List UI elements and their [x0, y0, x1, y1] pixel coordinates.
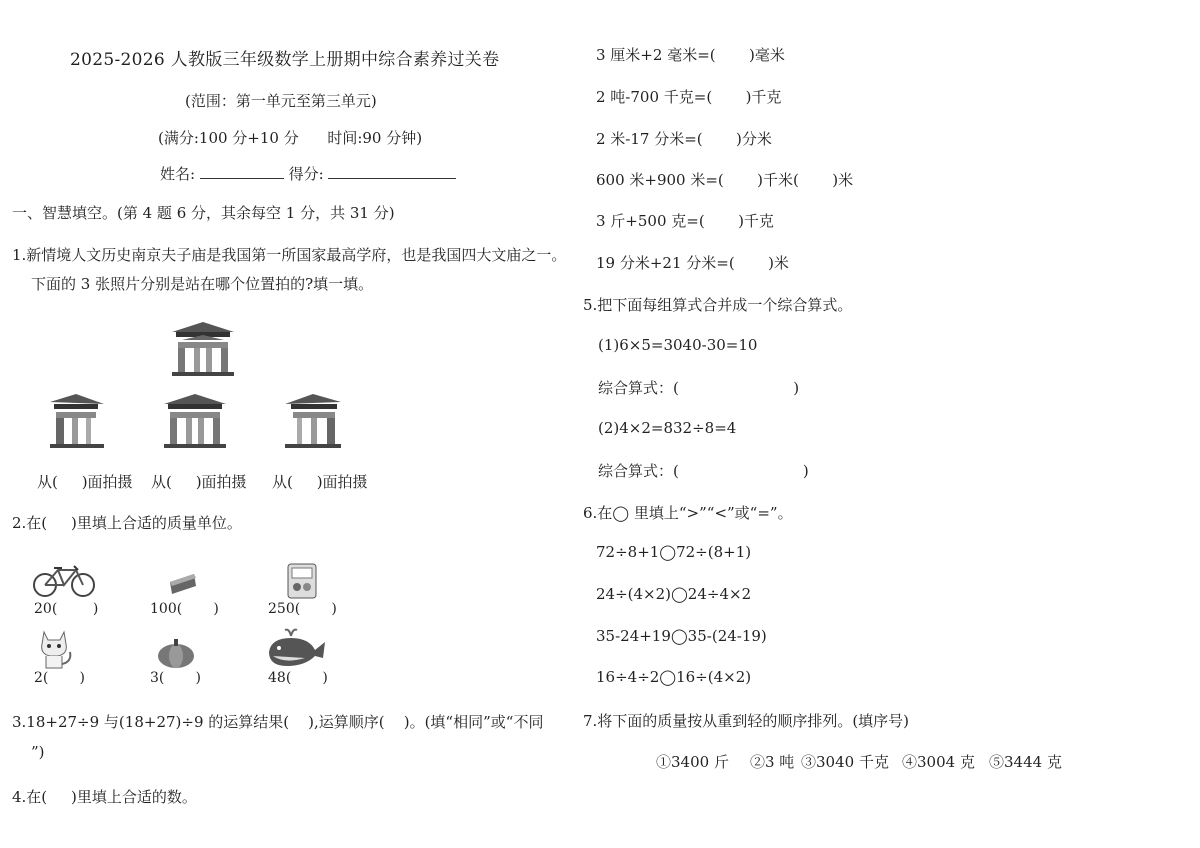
q4-prompt: 4.在( )里填上合适的数。 [12, 788, 197, 806]
archway-right-side-icon [283, 392, 343, 448]
exam-range: (范围：第一单元至第三单元) [185, 92, 377, 110]
q5-prompt: 5.把下面每组算式合并成一个综合算式。 [583, 296, 853, 314]
q2-prompt: 2.在( )里填上合适的质量单位。 [12, 514, 242, 532]
q3-line1: 3.18+27÷9 与(18+27)÷9 的运算结果( ),运算顺序( )。(填“相同”或“不同 [12, 713, 544, 731]
q6-item-4[interactable]: 16÷4÷2◯16÷(4×2) [596, 668, 752, 686]
archway-left-side-icon [48, 392, 106, 448]
q4-item-4[interactable]: 600 米+900 米=( )千米( )米 [596, 171, 854, 189]
q2-item-3[interactable]: 250( ) [268, 601, 337, 617]
q6-item-2[interactable]: 24÷(4×2)◯24÷4×2 [596, 585, 752, 603]
name-score-line [160, 163, 456, 184]
q2-item-4[interactable]: 2( ) [34, 670, 85, 686]
q5-item-2: (2)4×2=832÷8=4 [598, 419, 737, 437]
q4-item-3[interactable]: 2 米-17 分米=( )分米 [596, 130, 772, 148]
q1-answer-3[interactable]: 从( )面拍摄 [272, 473, 368, 491]
section-1-heading: 一、智慧填空。(第 4 题 6 分，其余每空 1 分，共 31 分) [12, 204, 395, 222]
archway-icon [168, 320, 238, 376]
q3-line2: ”) [31, 743, 45, 761]
q2-item-1[interactable]: 20( ) [34, 601, 99, 617]
archway-front-icon [160, 392, 230, 448]
q1-answer-1[interactable]: 从( )面拍摄 [37, 473, 133, 491]
q2-item-2[interactable]: 100( ) [150, 601, 219, 617]
q1-line1: 1.新情境人文历史南京夫子庙是我国第一所国家最高学府，也是我国四大文庙之一。 [12, 246, 567, 264]
score-label: 得分: [288, 165, 324, 183]
score-blank[interactable] [328, 164, 456, 179]
q1-answer-2[interactable]: 从( )面拍摄 [151, 473, 247, 491]
q5-combined-1[interactable]: 综合算式：( ) [598, 379, 800, 397]
q4-item-6[interactable]: 19 分米+21 分米=( )米 [596, 254, 789, 272]
q4-item-5[interactable]: 3 斤+500 克=( )千克 [596, 212, 774, 230]
cake-slice-icon [168, 572, 198, 598]
q5-combined-2[interactable]: 综合算式：( ) [598, 462, 809, 480]
bicycle-icon [32, 564, 96, 598]
q6-item-3[interactable]: 35-24+19◯35-(24-19) [596, 627, 767, 645]
biscuit-bag-icon [286, 562, 318, 600]
q7-item-2: ②3 吨 [750, 753, 795, 771]
name-label: 姓名: [160, 165, 196, 183]
name-blank[interactable] [200, 164, 284, 179]
q6-prompt: 6.在◯ 里填上“>”“<”或“=”。 [583, 504, 793, 522]
pumpkin-icon [156, 636, 196, 670]
q2-item-5[interactable]: 3( ) [150, 670, 201, 686]
score-and-time: (满分:100 分+10 分 时间:90 分钟) [158, 129, 423, 147]
cat-icon [36, 628, 76, 670]
q1-line2: 下面的 3 张照片分别是站在哪个位置拍的?填一填。 [31, 275, 374, 293]
q7-item-5: ⑤3444 克 [989, 753, 1062, 771]
whale-icon [265, 626, 327, 670]
q4-item-2[interactable]: 2 吨-700 千克=( )千克 [596, 88, 782, 106]
q7-item-4: ④3004 克 [902, 753, 975, 771]
q7-item-3: ③3040 千克 [801, 753, 889, 771]
q4-item-1[interactable]: 3 厘米+2 毫米=( )毫米 [596, 46, 785, 64]
q5-item-1: (1)6×5=3040-30=10 [598, 336, 758, 354]
q7-prompt: 7.将下面的质量按从重到轻的顺序排列。(填序号) [583, 712, 910, 730]
q6-item-1[interactable]: 72÷8+1◯72÷(8+1) [596, 543, 752, 561]
q2-item-6[interactable]: 48( ) [268, 670, 328, 686]
q7-item-1: ①3400 斤 [656, 753, 729, 771]
page-title: 2025-2026 人教版三年级数学上册期中综合素养过关卷 [70, 50, 500, 70]
